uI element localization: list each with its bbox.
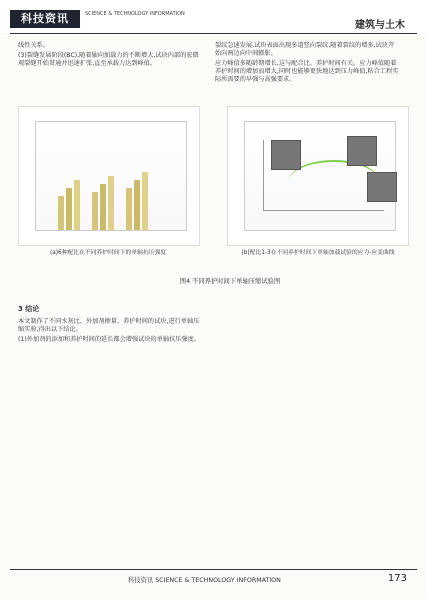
conclusion-paragraph-2: (1)外加剂的添加和养护时间的延长都会增强试块的单轴抗压强度。 <box>18 336 201 343</box>
line-chart-placeholder <box>244 121 396 231</box>
figure-panel-b <box>227 106 409 246</box>
figure-panel-a <box>18 106 200 246</box>
conclusion-text <box>18 318 203 346</box>
figure-caption-b: (b)配比1-3在不同养护时间下单轴加载试验的应力-应变曲线 <box>241 250 395 256</box>
bar-chart-placeholder <box>35 121 187 231</box>
left-column-text <box>18 42 203 70</box>
section-title: 建筑与土木 <box>355 20 405 31</box>
header-rule <box>10 33 417 34</box>
right-column-text <box>215 42 400 86</box>
journal-subtitle: SCIENCE & TECHNOLOGY INFORMATION <box>85 11 185 17</box>
left-paragraph-2: (3)裂缝发展阶段(BC),随着轴向加载力的不断增大,试块内部的宏微观裂缝开始贯通并迅速扩张,直至承载力达到峰值。 <box>18 52 199 67</box>
figure-area <box>18 106 409 283</box>
footer-rule <box>10 569 417 570</box>
footer-text: 科技资讯 SCIENCE & TECHNOLOGY INFORMATION <box>128 577 281 584</box>
figure-title: 图4 不同养护时间下单轴压缩试验图 <box>179 278 281 285</box>
figure-caption-a: (a)6种配比在不同养护时间下的单轴抗压强度 <box>49 250 167 256</box>
journal-brand: 科技资讯 <box>10 10 80 28</box>
left-paragraph-1: 线性关系。 <box>18 42 49 49</box>
right-paragraph-2: 应力峰值多随龄期增长,这与配合比、养护时间有关。应力峰值随着养护时间的增加而增大,同时也能够更快地达到压力峰值,粘合工程实际所需要的早强与高强要求。 <box>215 60 399 83</box>
page-header <box>0 0 427 33</box>
section-heading: 3 结论 <box>18 305 40 313</box>
conclusion-paragraph-1: 本文制作了不同水灰比、外加剂掺量、养护时间的试块,进行单轴压缩实验,得出以下结论。 <box>18 318 200 333</box>
right-paragraph-1: 裂纹急速发展,试块表面出现多道竖向裂纹,随着裂纹的增多,试块开始向两边向中间膨胀。 <box>215 42 395 57</box>
page-number: 173 <box>387 573 407 584</box>
